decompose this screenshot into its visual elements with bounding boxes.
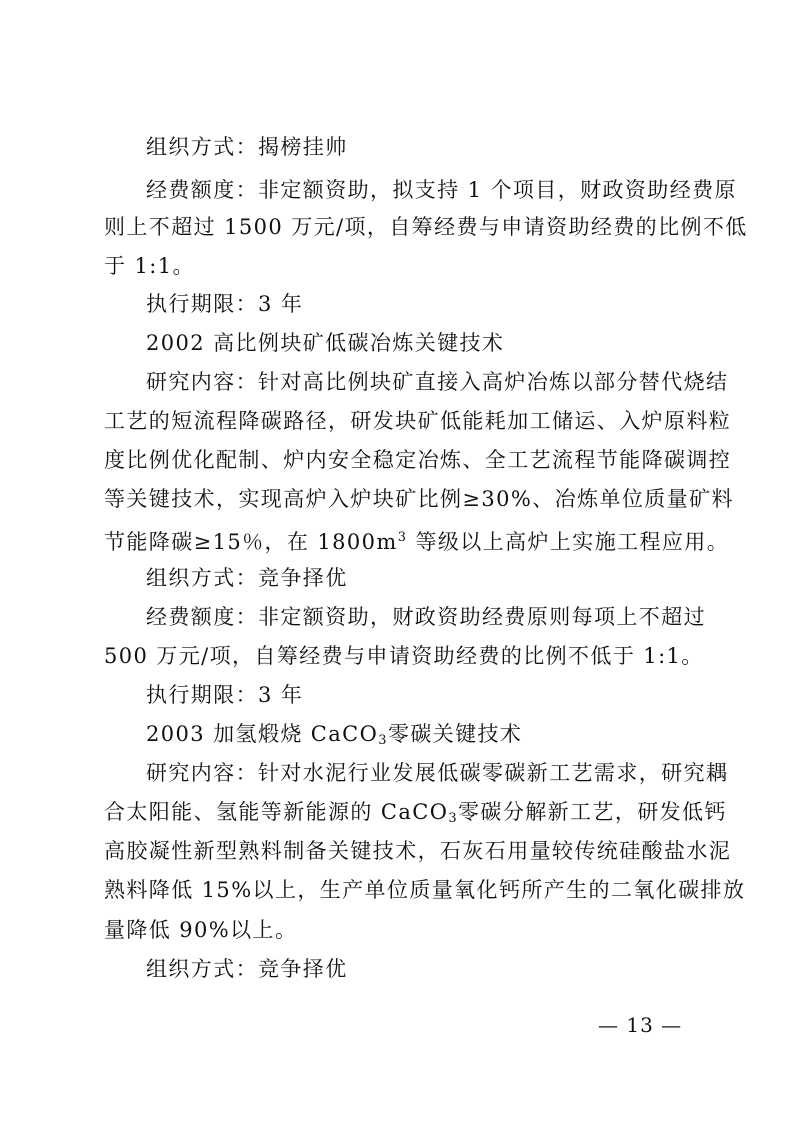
text-line: 于 1:1。 (104, 254, 195, 278)
heading-text: 2003 加氢煅烧 CaCO (146, 722, 379, 746)
research-content-line (0, 877, 794, 903)
funding-line (0, 604, 794, 630)
heading-text: 零碳关键技术 (387, 722, 523, 746)
text-line: 等关键技术，实现高炉入炉块矿比例≥30%、冶炼单位质量矿料 (104, 487, 734, 511)
text-line: 经费额度：非定额资助，财政资助经费原则每项上不超过 (146, 605, 706, 629)
funding-line (0, 643, 794, 669)
org-method-line (0, 565, 794, 591)
text-line: 合太阳能、氢能等新能源的 CaCO (104, 800, 449, 824)
text-line: 等级以上高炉上实施工程应用。 (407, 530, 730, 554)
subscript: 3 (448, 811, 459, 826)
heading-text: 2002 高比例块矿低碳冶炼关键技术 (146, 331, 505, 355)
text-line: 经费额度：非定额资助，拟支持 1 个项目，财政资助经费原 (146, 178, 737, 202)
subscript: 3 (378, 733, 388, 748)
section-heading-2002 (0, 330, 794, 356)
text-line: 节能降碳≥15％，在 1800m (104, 530, 398, 554)
text-line: 高胶凝性新型熟料制备关键技术，石灰石用量较传统硅酸盐水泥 (104, 839, 732, 863)
org-method-line (0, 956, 794, 982)
text-line: 执行期限：3 年 (146, 683, 304, 707)
text-line: 量降低 90%以上。 (104, 918, 298, 942)
text-line: 组织方式：揭榜挂帅 (146, 135, 348, 159)
funding-line (0, 253, 794, 279)
research-content-line (0, 917, 794, 943)
research-content-line (0, 447, 794, 473)
duration-line (0, 682, 794, 708)
text-line: 组织方式：竞争择优 (146, 957, 348, 981)
text-line: 则上不超过 1500 万元/项，自筹经费与申请资助经费的比例不低 (104, 215, 748, 239)
text-line: 工艺的短流程降碳路径，研发块矿低能耗加工储运、入炉原料粒 (104, 409, 732, 433)
page-number: — 13 — (598, 1013, 683, 1037)
superscript: 3 (397, 530, 408, 545)
section-heading-2003 (0, 721, 794, 754)
text-line: 500 万元/项，自筹经费与申请资助经费的比例不低于 1:1。 (104, 644, 704, 668)
research-content-line (0, 760, 794, 786)
duration-line (0, 291, 794, 317)
org-method-line (0, 134, 794, 160)
text-line: 度比例优化配制、炉内安全稳定冶炼、全工艺流程节能降碳调控 (104, 448, 732, 472)
text-line: 执行期限：3 年 (146, 292, 304, 316)
text-line: 熟料降低 15%以上，生产单位质量氧化钙所产生的二氧化碳排放 (104, 878, 746, 902)
research-content-line (0, 838, 794, 864)
funding-line (0, 177, 794, 203)
research-content-line (0, 799, 794, 832)
text-line: 研究内容：针对水泥行业发展低碳零碳新工艺需求，研究耦 (146, 761, 729, 785)
funding-line (0, 214, 794, 240)
text-line: 零碳分解新工艺，研发低钙 (458, 800, 727, 824)
text-line: 组织方式：竞争择优 (146, 566, 348, 590)
research-content-line (0, 369, 794, 395)
research-content-line (0, 408, 794, 434)
research-content-line (0, 486, 794, 512)
research-content-line (0, 525, 794, 555)
text-line: 研究内容：针对高比例块矿直接入高炉冶炼以部分替代烧结 (146, 370, 729, 394)
